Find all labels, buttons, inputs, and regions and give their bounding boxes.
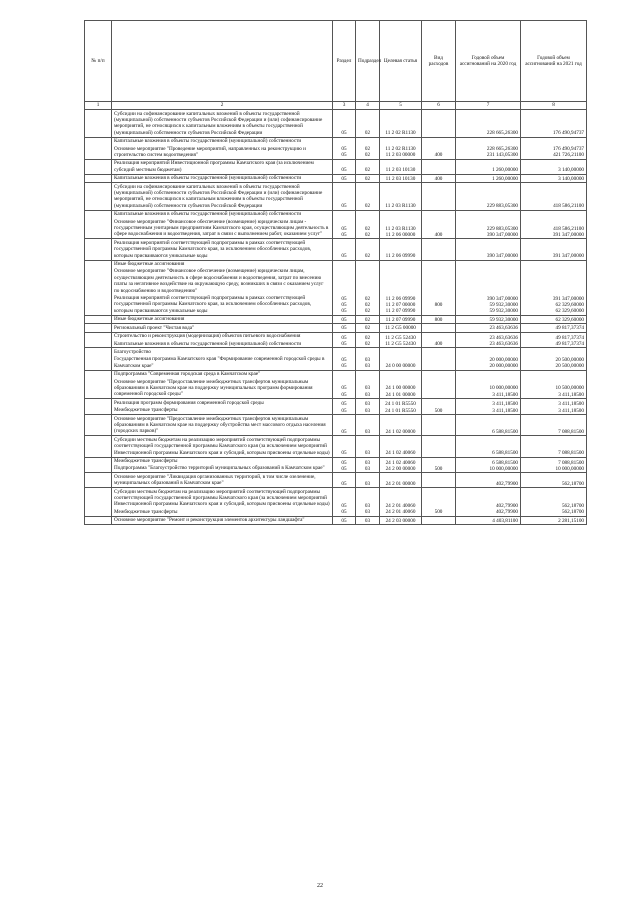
cell-amount-2021: 10 500,00000 3 411,18500 xyxy=(521,370,587,399)
cell-amount-2021: 7 088,81500 10 000,00000 xyxy=(521,457,587,473)
cell-name xyxy=(112,260,333,315)
cell-razdel: 05 05 xyxy=(333,210,356,239)
cell-num xyxy=(85,137,112,159)
cell-expense-type: 800 xyxy=(422,260,456,315)
cell-razdel: 05 xyxy=(333,315,356,323)
cell-target-article: 11 2 02 R1130 11 2 03 00000 xyxy=(380,137,422,159)
cell-num xyxy=(85,174,112,182)
cell-num xyxy=(85,324,112,332)
cell-name-line: Субсидии на софинансирование капитальных вложений в объекты государственной (муниципальной) собственности субъектов Российской Федерации и (или) софинансирование мероприятий, не относящихся к капитальным вложениям в объекты государственной (муниципальной) собственности субъектов Российской Федерации xyxy=(114,110,323,136)
cell-amount-2020: 20 000,00000 20 000,00000 xyxy=(456,348,521,370)
cell-name-line: Реализация программ формирования современной городской среды xyxy=(114,399,264,406)
cell-podrazdel: 02 xyxy=(356,183,380,211)
cell-podrazdel: 02 02 xyxy=(356,210,380,239)
cell-expense-type: 500 xyxy=(422,399,456,415)
colnum: 3 xyxy=(333,102,356,110)
cell-name-line: Основное мероприятие "Проведение мероприятий, направленных на реконструкцию и строительство систем водоотведения" xyxy=(114,145,306,158)
table-row xyxy=(85,370,587,399)
cell-amount-2021: 49 817,37374 xyxy=(521,324,587,332)
cell-amount-2021: 418 586,21100 391 347,00000 xyxy=(521,210,587,239)
cell-name-line: Реализация мероприятий соответствующей подпрограммы в рамках соответствующей государственной программы Камчатского края, за исключением обособленных расходов, которым присваиваются уникальные коды xyxy=(114,295,312,314)
cell-podrazdel: 03 xyxy=(356,516,380,524)
cell-razdel: 05 05 xyxy=(333,332,356,348)
cell-target-article: 24 1 02 40060 24 2 00 00000 xyxy=(380,457,422,473)
cell-amount-2021: 3 140,00000 xyxy=(521,159,587,174)
cell-name-line: Основное мероприятие "Ликвидация организованных территорий, в том числе озеленение, муниципальных образований в Камчатском крае" xyxy=(114,473,316,487)
cell-amount-2020: 229 883,05300 390 347,00000 xyxy=(456,210,521,239)
budget-table xyxy=(84,20,587,525)
cell-podrazdel: 02 xyxy=(356,324,380,332)
cell-podrazdel: 03 xyxy=(356,473,380,488)
cell-podrazdel: 02 xyxy=(356,110,380,138)
cell-num xyxy=(85,436,112,457)
column-number-row xyxy=(85,102,587,110)
cell-target-article: 24 2 01 00000 xyxy=(380,473,422,488)
cell-name-line: Реализация мероприятий соответствующей подпрограммы в рамках соответствующей государственной программы Камчатского края, за исключением обособленных расходов, которым присваиваются уникальные коды xyxy=(114,239,312,259)
cell-expense-type xyxy=(422,183,456,211)
cell-razdel: 05 xyxy=(333,239,356,260)
cell-name-line: Субсидии местным бюджетам на реализацию мероприятий соответствующей подпрограммы соответствующей государственной программы Камчатского края (за исключением мероприятий Инвестиционной программы Камчатского края и субсидий, которым присвоены отдельные коды) xyxy=(114,436,330,456)
cell-expense-type: 400 xyxy=(422,332,456,348)
table-row xyxy=(85,348,587,370)
cell-expense-type xyxy=(422,239,456,260)
cell-name-line: Иные бюджетные ассигнования xyxy=(114,261,185,268)
cell-name-line: Благоустройство xyxy=(114,348,151,355)
table-row xyxy=(85,183,587,211)
cell-razdel: 05 05 xyxy=(333,399,356,415)
cell-amount-2021: 391 347,00000 xyxy=(521,239,587,260)
cell-target-article: 11 2 03 R1130 11 2 06 00000 xyxy=(380,210,422,239)
table-row xyxy=(85,436,587,457)
cell-num xyxy=(85,260,112,315)
cell-num xyxy=(85,488,112,517)
cell-num xyxy=(85,110,112,138)
cell-name xyxy=(112,324,333,332)
cell-name-line: Реализация мероприятий Инвестиционной программы Камчатского края (за исключением субсидий местным бюджетам) xyxy=(114,160,314,173)
cell-name xyxy=(112,488,333,517)
cell-num xyxy=(85,457,112,473)
cell-name xyxy=(112,183,333,211)
cell-razdel: 05 05 xyxy=(333,488,356,517)
cell-podrazdel: 02 02 02 xyxy=(356,260,380,315)
table-row xyxy=(85,174,587,182)
cell-target-article: 11 2 03 10130 xyxy=(380,159,422,174)
colnum: 6 xyxy=(422,102,456,110)
cell-podrazdel: 02 xyxy=(356,239,380,260)
table-row xyxy=(85,210,587,239)
cell-name-line: Межбюджетные трансферты xyxy=(114,407,178,414)
table-row xyxy=(85,473,587,488)
cell-target-article: 24 1 01 R5550 24 1 01 R5550 xyxy=(380,399,422,415)
cell-name-line: Основное мероприятие "Предоставление межбюджетных трансфертов муниципальным образованиям в Камчатском крае на поддержку муниципальных программ формирования современной городской среды" xyxy=(114,378,313,398)
cell-expense-type: 400 xyxy=(422,210,456,239)
cell-name-line: Региональный проект "Чистая вода" xyxy=(114,324,195,331)
cell-amount-2021: 418 586,21100 xyxy=(521,183,587,211)
cell-name-line: Капитальные вложения в объекты государственной (муниципальной) собственности xyxy=(114,175,302,182)
cell-amount-2021: 3 411,18500 3 411,18500 xyxy=(521,399,587,415)
cell-amount-2020: 6 588,81500 xyxy=(456,436,521,457)
cell-num xyxy=(85,239,112,260)
cell-name xyxy=(112,473,333,488)
header-year-2020: Годовой объем ассигнований на 2020 год xyxy=(456,21,521,102)
cell-target-article: 11 2 07 09990 xyxy=(380,315,422,323)
cell-razdel: 05 xyxy=(333,324,356,332)
cell-target-article: 24 1 02 40060 xyxy=(380,436,422,457)
cell-expense-type xyxy=(422,348,456,370)
cell-podrazdel: 03 xyxy=(356,415,380,436)
cell-amount-2020: 402,79900 xyxy=(456,473,521,488)
cell-expense-type xyxy=(422,436,456,457)
header-target-article: Целевая статья xyxy=(380,21,422,102)
cell-name-line: Капитальные вложения в объекты государственной (муниципальной) собственности xyxy=(114,340,302,347)
cell-razdel: 05 xyxy=(333,516,356,524)
cell-amount-2020: 402,79900 402,79900 xyxy=(456,488,521,517)
cell-razdel: 05 05 xyxy=(333,348,356,370)
cell-amount-2020: 390 347,00000 59 932,30000 59 932,30000 xyxy=(456,260,521,315)
cell-expense-type xyxy=(422,415,456,436)
cell-name xyxy=(112,315,333,323)
cell-target-article: 11 2 03 R1130 xyxy=(380,183,422,211)
cell-podrazdel: 03 03 xyxy=(356,399,380,415)
cell-podrazdel: 03 03 xyxy=(356,488,380,517)
header-podrazdel: Подраздел xyxy=(356,21,380,102)
cell-razdel: 05 05 xyxy=(333,370,356,399)
cell-amount-2020: 59 932,30000 xyxy=(456,315,521,323)
cell-name-line: Субсидии местным бюджетам на реализацию мероприятий соответствующей подпрограммы соответствующей государственной программы Камчатского края (за исключением мероприятий Инвестиционной программы Камчатского края и субсидий, которым присвоены отдельные коды) xyxy=(114,488,330,508)
cell-name-line: Основное мероприятие "Предоставление межбюджетных трансфертов муниципальным образованиям в Камчатском крае на поддержку обустройства мест массового отдыха населения (городских парков)" xyxy=(114,415,326,435)
cell-num xyxy=(85,516,112,524)
cell-amount-2020: 10 000,00000 3 411,18500 xyxy=(456,370,521,399)
header-num: № п/п xyxy=(85,21,112,102)
cell-amount-2021: 2 281,15100 xyxy=(521,516,587,524)
cell-razdel: 05 05 xyxy=(333,137,356,159)
cell-razdel: 05 xyxy=(333,436,356,457)
cell-razdel: 05 xyxy=(333,473,356,488)
cell-podrazdel: 02 02 xyxy=(356,332,380,348)
cell-target-article: 11 2 G5 52430 11 2 G5 52430 xyxy=(380,332,422,348)
cell-amount-2021: 20 500,00000 20 500,00000 xyxy=(521,348,587,370)
cell-target-article: 24 0 00 00000 xyxy=(380,348,422,370)
cell-amount-2021: 176 490,94737 xyxy=(521,110,587,138)
cell-name-line: Подпрограмма "Благоустройство территорий муниципальных образований в Камчатском крае" xyxy=(114,465,325,472)
cell-razdel: 05 05 05 xyxy=(333,260,356,315)
cell-target-article: 24 2 01 40060 24 2 01 40060 xyxy=(380,488,422,517)
cell-amount-2021: 176 490,94737 421 726,21100 xyxy=(521,137,587,159)
cell-target-article: 11 2 G5 00000 xyxy=(380,324,422,332)
header-name xyxy=(112,21,333,102)
cell-amount-2020: 3 411,18500 3 411,18500 xyxy=(456,399,521,415)
cell-name-line: Иные бюджетные ассигнования xyxy=(114,316,185,323)
colnum: 4 xyxy=(356,102,380,110)
cell-num xyxy=(85,332,112,348)
cell-expense-type: 500 xyxy=(422,457,456,473)
cell-amount-2021: 3 140,00000 xyxy=(521,174,587,182)
cell-num xyxy=(85,315,112,323)
cell-name-line: Основное мероприятие "Ремонт и реконструкция элементов архитектуры ландшафта" xyxy=(114,517,305,524)
cell-podrazdel: 02 xyxy=(356,159,380,174)
table-body xyxy=(85,110,587,525)
cell-expense-type: 800 xyxy=(422,315,456,323)
cell-target-article: 11 2 06 09990 xyxy=(380,239,422,260)
header-expense-type: Вид расходов xyxy=(422,21,456,102)
cell-amount-2021: 7 088,81500 xyxy=(521,415,587,436)
table-row xyxy=(85,399,587,415)
cell-expense-type xyxy=(422,516,456,524)
cell-amount-2020: 229 883,05300 xyxy=(456,183,521,211)
cell-podrazdel: 02 xyxy=(356,315,380,323)
table-row xyxy=(85,332,587,348)
colnum: 5 xyxy=(380,102,422,110)
cell-razdel: 05 xyxy=(333,110,356,138)
cell-podrazdel: 03 03 xyxy=(356,370,380,399)
cell-name-line: Государственная программа Камчатского края "Формирование современной городской среды в Камчатском крае" xyxy=(114,356,325,369)
cell-name-line: Межбюджетные трансферты xyxy=(114,458,178,464)
cell-amount-2020: 228 665,26300 xyxy=(456,110,521,138)
cell-name xyxy=(112,436,333,457)
cell-target-article: 11 2 03 10130 xyxy=(380,174,422,182)
cell-target-article: 11 2 02 R1130 xyxy=(380,110,422,138)
cell-name-line: Подпрограмма "Современная городская среда в Камчатском крае" xyxy=(114,371,261,378)
table-row xyxy=(85,457,587,473)
cell-podrazdel: 03 xyxy=(356,436,380,457)
cell-expense-type xyxy=(422,324,456,332)
cell-num xyxy=(85,210,112,239)
cell-name xyxy=(112,137,333,159)
cell-target-article: 24 2 03 00000 xyxy=(380,516,422,524)
cell-razdel: 05 xyxy=(333,415,356,436)
table-row xyxy=(85,415,587,436)
cell-name xyxy=(112,348,333,370)
cell-razdel: 05 xyxy=(333,159,356,174)
cell-name-line: Строительство и реконструкция (модернизация) объектов питьевого водоснабжения xyxy=(114,333,301,340)
cell-name xyxy=(112,457,333,473)
colnum: 1 xyxy=(85,102,112,110)
colnum: 2 xyxy=(112,102,333,110)
cell-amount-2020: 390 347,00000 xyxy=(456,239,521,260)
cell-name xyxy=(112,210,333,239)
cell-amount-2021: 562,18700 xyxy=(521,473,587,488)
cell-name xyxy=(112,415,333,436)
cell-num xyxy=(85,159,112,174)
cell-num xyxy=(85,183,112,211)
cell-razdel: 05 xyxy=(333,174,356,182)
cell-num xyxy=(85,348,112,370)
table-row xyxy=(85,324,587,332)
cell-name-line: Основное мероприятие "Финансовое обеспечение (возмещение) юридическим лицам - государственным унитарным предприятиям Камчатского края, осуществляющим деятельность в сфере водоснабжения и водоотведения, затрат в связи с выполнением работ, оказанием услуг" xyxy=(114,218,329,238)
page-number: 22 xyxy=(317,883,323,889)
cell-amount-2020: 6 588,81500 10 000,00000 xyxy=(456,457,521,473)
cell-name xyxy=(112,516,333,524)
header-year-2021: Годовой объем ассигнований на 2021 год xyxy=(521,21,587,102)
cell-expense-type: 400 xyxy=(422,137,456,159)
cell-name-line: Основное мероприятие "Финансовое обеспечение (возмещение) юридическим лицам, осуществляющим деятельность в сфере водоснабжения и водоотведения, затрат по внесению платы за негативное воздействие на окружающую среду, возникших в связи с оказанием услуг по водоснабжению и водоотведению" xyxy=(114,268,324,294)
table-row xyxy=(85,516,587,524)
cell-name xyxy=(112,399,333,415)
colnum: 7 xyxy=(456,102,521,110)
cell-amount-2021: 391 347,00000 62 329,60000 62 329,60000 xyxy=(521,260,587,315)
cell-amount-2020: 4 403,81100 xyxy=(456,516,521,524)
cell-num xyxy=(85,399,112,415)
cell-expense-type xyxy=(422,473,456,488)
colnum: 8 xyxy=(521,102,587,110)
cell-name xyxy=(112,332,333,348)
cell-target-article: 11 2 06 09990 11 2 07 00000 11 2 07 09990 xyxy=(380,260,422,315)
cell-num xyxy=(85,473,112,488)
cell-name-line: Капитальные вложения в объекты государственной (муниципальной) собственности xyxy=(114,138,302,145)
cell-amount-2020: 6 588,81500 xyxy=(456,415,521,436)
cell-podrazdel: 02 xyxy=(356,174,380,182)
table-row xyxy=(85,239,587,260)
cell-expense-type: 400 xyxy=(422,174,456,182)
header-razdel: Раздел xyxy=(333,21,356,102)
cell-num xyxy=(85,370,112,399)
table-row xyxy=(85,110,587,138)
table-row xyxy=(85,488,587,517)
cell-name-line: Капитальные вложения в объекты государственной (муниципальной) собственности xyxy=(114,211,302,218)
table-row xyxy=(85,137,587,159)
cell-num xyxy=(85,415,112,436)
cell-podrazdel: 03 03 xyxy=(356,457,380,473)
cell-target-article: 24 1 02 00000 xyxy=(380,415,422,436)
cell-name xyxy=(112,239,333,260)
cell-amount-2020: 1 260,00000 xyxy=(456,159,521,174)
cell-podrazdel: 02 02 xyxy=(356,137,380,159)
cell-amount-2020: 1 260,00000 xyxy=(456,174,521,182)
cell-amount-2020: 23 463,63636 23 463,63636 xyxy=(456,332,521,348)
cell-amount-2021: 562,18700 562,18700 xyxy=(521,488,587,517)
cell-expense-type: 500 xyxy=(422,488,456,517)
cell-razdel: 05 05 xyxy=(333,457,356,473)
cell-name-line: Межбюджетные трансферты xyxy=(114,508,178,515)
cell-expense-type xyxy=(422,159,456,174)
cell-amount-2021: 62 329,60000 xyxy=(521,315,587,323)
table-row xyxy=(85,260,587,315)
cell-razdel: 05 xyxy=(333,183,356,211)
cell-amount-2021: 49 817,37374 49 817,37374 xyxy=(521,332,587,348)
cell-amount-2021: 7 088,81500 xyxy=(521,436,587,457)
table-header-row xyxy=(85,21,587,102)
cell-name-line: Субсидии на софинансирование капитальных вложений в объекты государственной (муниципальной) собственности субъектов Российской Федерации и (или) софинансирование мероприятий, не относящихся к капитальным вложениям в объекты государственной (муниципальной) собственности субъектов Российской Федерации xyxy=(114,183,323,209)
cell-name xyxy=(112,370,333,399)
cell-expense-type xyxy=(422,370,456,399)
cell-amount-2020: 228 665,26300 231 143,05300 xyxy=(456,137,521,159)
cell-amount-2020: 23 463,63636 xyxy=(456,324,521,332)
cell-name xyxy=(112,174,333,182)
table-row xyxy=(85,315,587,323)
cell-podrazdel: 03 03 xyxy=(356,348,380,370)
cell-expense-type xyxy=(422,110,456,138)
cell-target-article: 24 1 00 00000 24 1 01 00000 xyxy=(380,370,422,399)
cell-name xyxy=(112,159,333,174)
cell-name xyxy=(112,110,333,138)
table-row xyxy=(85,159,587,174)
